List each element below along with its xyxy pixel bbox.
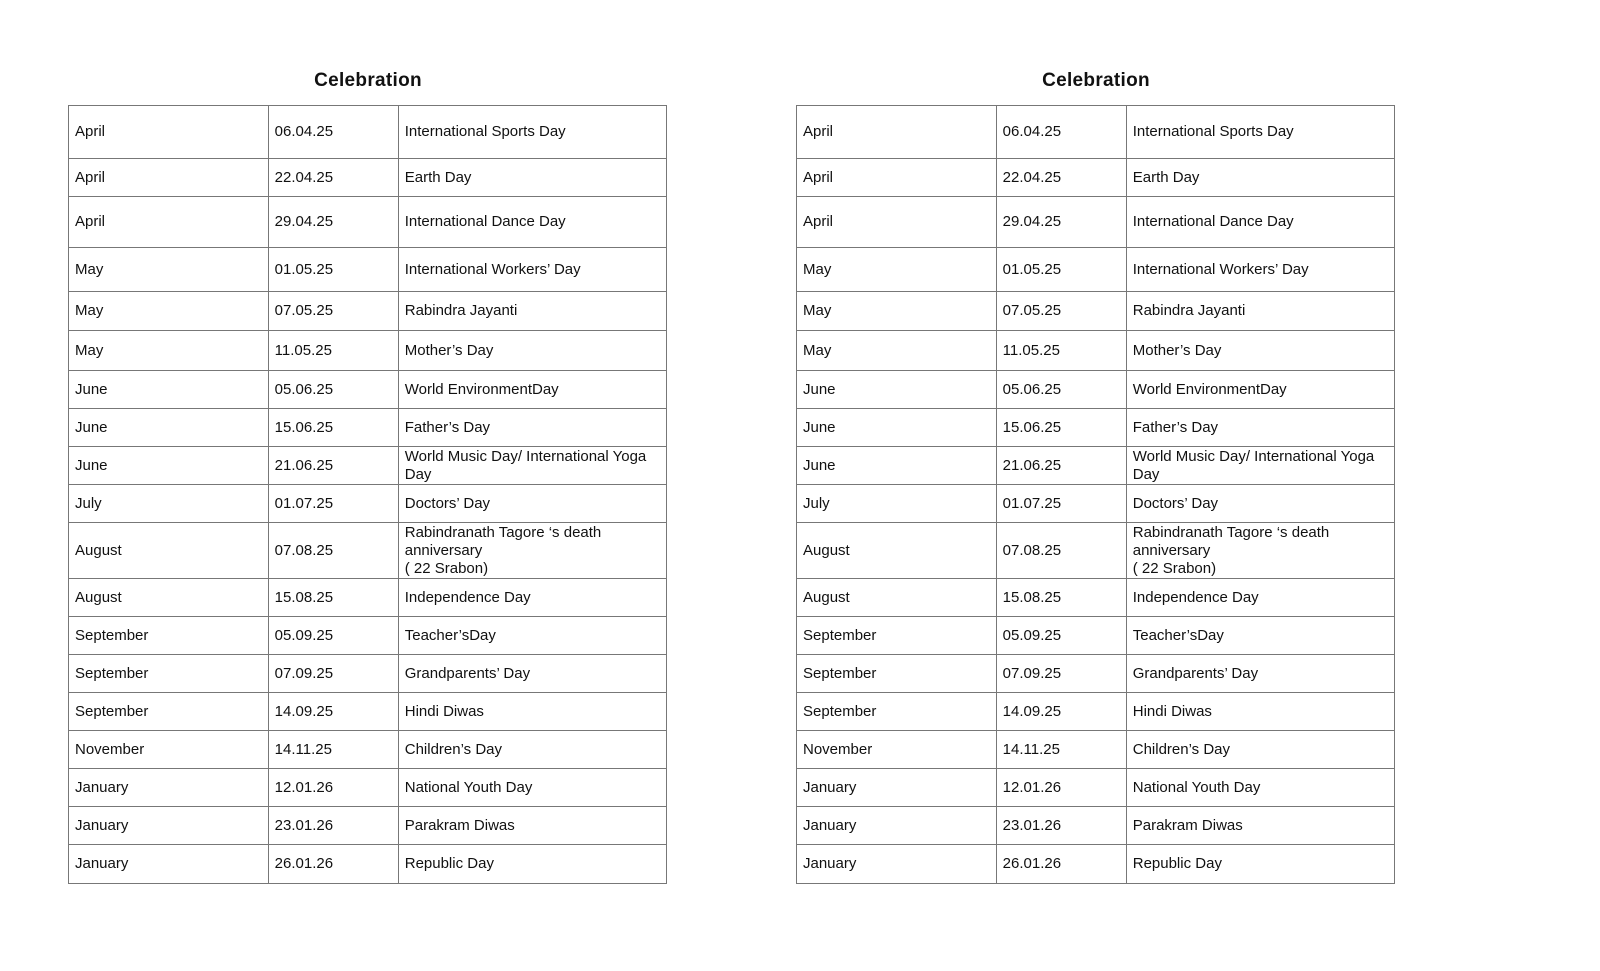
- event-cell: National Youth Day: [1126, 769, 1394, 807]
- month-cell: April: [797, 197, 997, 248]
- date-cell: 26.01.26: [996, 845, 1126, 884]
- date-cell: 14.09.25: [268, 693, 398, 731]
- event-cell: Grandparents’ Day: [1126, 655, 1394, 693]
- month-cell: September: [69, 693, 269, 731]
- event-cell: National Youth Day: [398, 769, 666, 807]
- month-cell: May: [69, 292, 269, 331]
- month-cell: November: [69, 731, 269, 769]
- event-cell: International Dance Day: [1126, 197, 1394, 248]
- month-cell: November: [797, 731, 997, 769]
- date-cell: 23.01.26: [996, 807, 1126, 845]
- table-row: [69, 371, 667, 409]
- month-cell: May: [69, 248, 269, 292]
- event-cell: Independence Day: [398, 579, 666, 617]
- month-cell: January: [797, 845, 997, 884]
- month-cell: June: [69, 409, 269, 447]
- event-cell: Teacher’sDay: [398, 617, 666, 655]
- table-row: [69, 731, 667, 769]
- date-cell: 07.05.25: [268, 292, 398, 331]
- table-row: [69, 447, 667, 485]
- date-cell: 06.04.25: [268, 106, 398, 159]
- date-cell: 07.09.25: [268, 655, 398, 693]
- event-cell: Mother’s Day: [1126, 331, 1394, 371]
- table-row: [797, 371, 1395, 409]
- event-cell: Mother’s Day: [398, 331, 666, 371]
- date-cell: 29.04.25: [996, 197, 1126, 248]
- event-cell: Doctors’ Day: [398, 485, 666, 523]
- month-cell: August: [69, 523, 269, 579]
- event-cell: Hindi Diwas: [1126, 693, 1394, 731]
- event-cell: International Workers’ Day: [1126, 248, 1394, 292]
- event-cell: Rabindranath Tagore ‘s death anniversary ( 22 Srabon): [398, 523, 666, 579]
- date-cell: 21.06.25: [268, 447, 398, 485]
- date-cell: 01.05.25: [996, 248, 1126, 292]
- event-cell: Independence Day: [1126, 579, 1394, 617]
- event-cell: Rabindra Jayanti: [1126, 292, 1394, 331]
- date-cell: 07.08.25: [268, 523, 398, 579]
- event-cell: International Sports Day: [1126, 106, 1394, 159]
- month-cell: September: [69, 617, 269, 655]
- month-cell: April: [69, 159, 269, 197]
- date-cell: 29.04.25: [268, 197, 398, 248]
- date-cell: 11.05.25: [996, 331, 1126, 371]
- table-row: [797, 731, 1395, 769]
- table-row: [69, 485, 667, 523]
- month-cell: June: [69, 447, 269, 485]
- date-cell: 07.08.25: [996, 523, 1126, 579]
- table-row: [797, 485, 1395, 523]
- date-cell: 01.07.25: [996, 485, 1126, 523]
- date-cell: 07.09.25: [996, 655, 1126, 693]
- event-cell: Father’s Day: [1126, 409, 1394, 447]
- event-cell: International Workers’ Day: [398, 248, 666, 292]
- date-cell: 22.04.25: [996, 159, 1126, 197]
- table-row: [797, 248, 1395, 292]
- table-row: [797, 807, 1395, 845]
- table-row: [69, 106, 667, 159]
- table-row: [797, 523, 1395, 579]
- date-cell: 23.01.26: [268, 807, 398, 845]
- event-cell: Father’s Day: [398, 409, 666, 447]
- table-row: [797, 447, 1395, 485]
- table-row: [797, 693, 1395, 731]
- table-row: [69, 617, 667, 655]
- event-cell: World Music Day/ International Yoga Day: [1126, 447, 1394, 485]
- month-cell: July: [797, 485, 997, 523]
- month-cell: April: [69, 106, 269, 159]
- month-cell: August: [69, 579, 269, 617]
- month-cell: April: [69, 197, 269, 248]
- month-cell: July: [69, 485, 269, 523]
- date-cell: 12.01.26: [268, 769, 398, 807]
- event-cell: Republic Day: [1126, 845, 1394, 884]
- table-row: [69, 693, 667, 731]
- table-row: [797, 331, 1395, 371]
- table-row: [797, 106, 1395, 159]
- month-cell: May: [797, 248, 997, 292]
- table-row: [797, 159, 1395, 197]
- date-cell: 01.05.25: [268, 248, 398, 292]
- month-cell: June: [797, 447, 997, 485]
- table-row: [69, 655, 667, 693]
- month-cell: August: [797, 523, 997, 579]
- month-cell: May: [797, 292, 997, 331]
- table-row: [69, 579, 667, 617]
- event-cell: Children’s Day: [1126, 731, 1394, 769]
- date-cell: 22.04.25: [268, 159, 398, 197]
- date-cell: 15.08.25: [996, 579, 1126, 617]
- table-row: [69, 248, 667, 292]
- date-cell: 05.09.25: [268, 617, 398, 655]
- event-cell: Grandparents’ Day: [398, 655, 666, 693]
- event-cell: World EnvironmentDay: [1126, 371, 1394, 409]
- date-cell: 14.11.25: [996, 731, 1126, 769]
- month-cell: September: [797, 693, 997, 731]
- event-cell: World Music Day/ International Yoga Day: [398, 447, 666, 485]
- date-cell: 05.06.25: [268, 371, 398, 409]
- table-row: [797, 617, 1395, 655]
- date-cell: 05.06.25: [996, 371, 1126, 409]
- event-cell: Earth Day: [398, 159, 666, 197]
- table-row: [69, 807, 667, 845]
- table-row: [69, 523, 667, 579]
- table-row: [69, 331, 667, 371]
- month-cell: January: [797, 769, 997, 807]
- event-cell: Earth Day: [1126, 159, 1394, 197]
- month-cell: April: [797, 106, 997, 159]
- month-cell: April: [797, 159, 997, 197]
- table-row: [797, 197, 1395, 248]
- event-cell: Rabindranath Tagore ‘s death anniversary ( 22 Srabon): [1126, 523, 1394, 579]
- month-cell: June: [69, 371, 269, 409]
- date-cell: 07.05.25: [996, 292, 1126, 331]
- event-cell: International Sports Day: [398, 106, 666, 159]
- event-cell: Parakram Diwas: [1126, 807, 1394, 845]
- event-cell: Parakram Diwas: [398, 807, 666, 845]
- month-cell: September: [797, 617, 997, 655]
- table-row: [797, 579, 1395, 617]
- date-cell: 06.04.25: [996, 106, 1126, 159]
- month-cell: June: [797, 371, 997, 409]
- month-cell: January: [69, 845, 269, 884]
- table-row: [69, 292, 667, 331]
- table-title: Celebration: [314, 70, 422, 91]
- table-row: [69, 409, 667, 447]
- date-cell: 01.07.25: [268, 485, 398, 523]
- event-cell: Rabindra Jayanti: [398, 292, 666, 331]
- event-cell: Teacher’sDay: [1126, 617, 1394, 655]
- date-cell: 14.09.25: [996, 693, 1126, 731]
- month-cell: January: [69, 769, 269, 807]
- event-cell: World EnvironmentDay: [398, 371, 666, 409]
- celebration-table: [68, 105, 667, 884]
- date-cell: 15.08.25: [268, 579, 398, 617]
- date-cell: 21.06.25: [996, 447, 1126, 485]
- month-cell: September: [69, 655, 269, 693]
- event-cell: Doctors’ Day: [1126, 485, 1394, 523]
- date-cell: 14.11.25: [268, 731, 398, 769]
- table-row: [797, 292, 1395, 331]
- month-cell: January: [797, 807, 997, 845]
- table-row: [797, 845, 1395, 884]
- table-row: [69, 769, 667, 807]
- event-cell: Hindi Diwas: [398, 693, 666, 731]
- event-cell: Republic Day: [398, 845, 666, 884]
- month-cell: May: [797, 331, 997, 371]
- month-cell: June: [797, 409, 997, 447]
- month-cell: January: [69, 807, 269, 845]
- date-cell: 15.06.25: [996, 409, 1126, 447]
- event-cell: International Dance Day: [398, 197, 666, 248]
- table-row: [69, 197, 667, 248]
- month-cell: September: [797, 655, 997, 693]
- date-cell: 05.09.25: [996, 617, 1126, 655]
- table-row: [797, 409, 1395, 447]
- date-cell: 11.05.25: [268, 331, 398, 371]
- table-row: [69, 845, 667, 884]
- table-row: [69, 159, 667, 197]
- table-row: [797, 655, 1395, 693]
- date-cell: 26.01.26: [268, 845, 398, 884]
- event-cell: Children’s Day: [398, 731, 666, 769]
- table-title: Celebration: [1042, 70, 1150, 91]
- month-cell: May: [69, 331, 269, 371]
- month-cell: August: [797, 579, 997, 617]
- date-cell: 15.06.25: [268, 409, 398, 447]
- date-cell: 12.01.26: [996, 769, 1126, 807]
- celebration-table: [796, 105, 1395, 884]
- table-row: [797, 769, 1395, 807]
